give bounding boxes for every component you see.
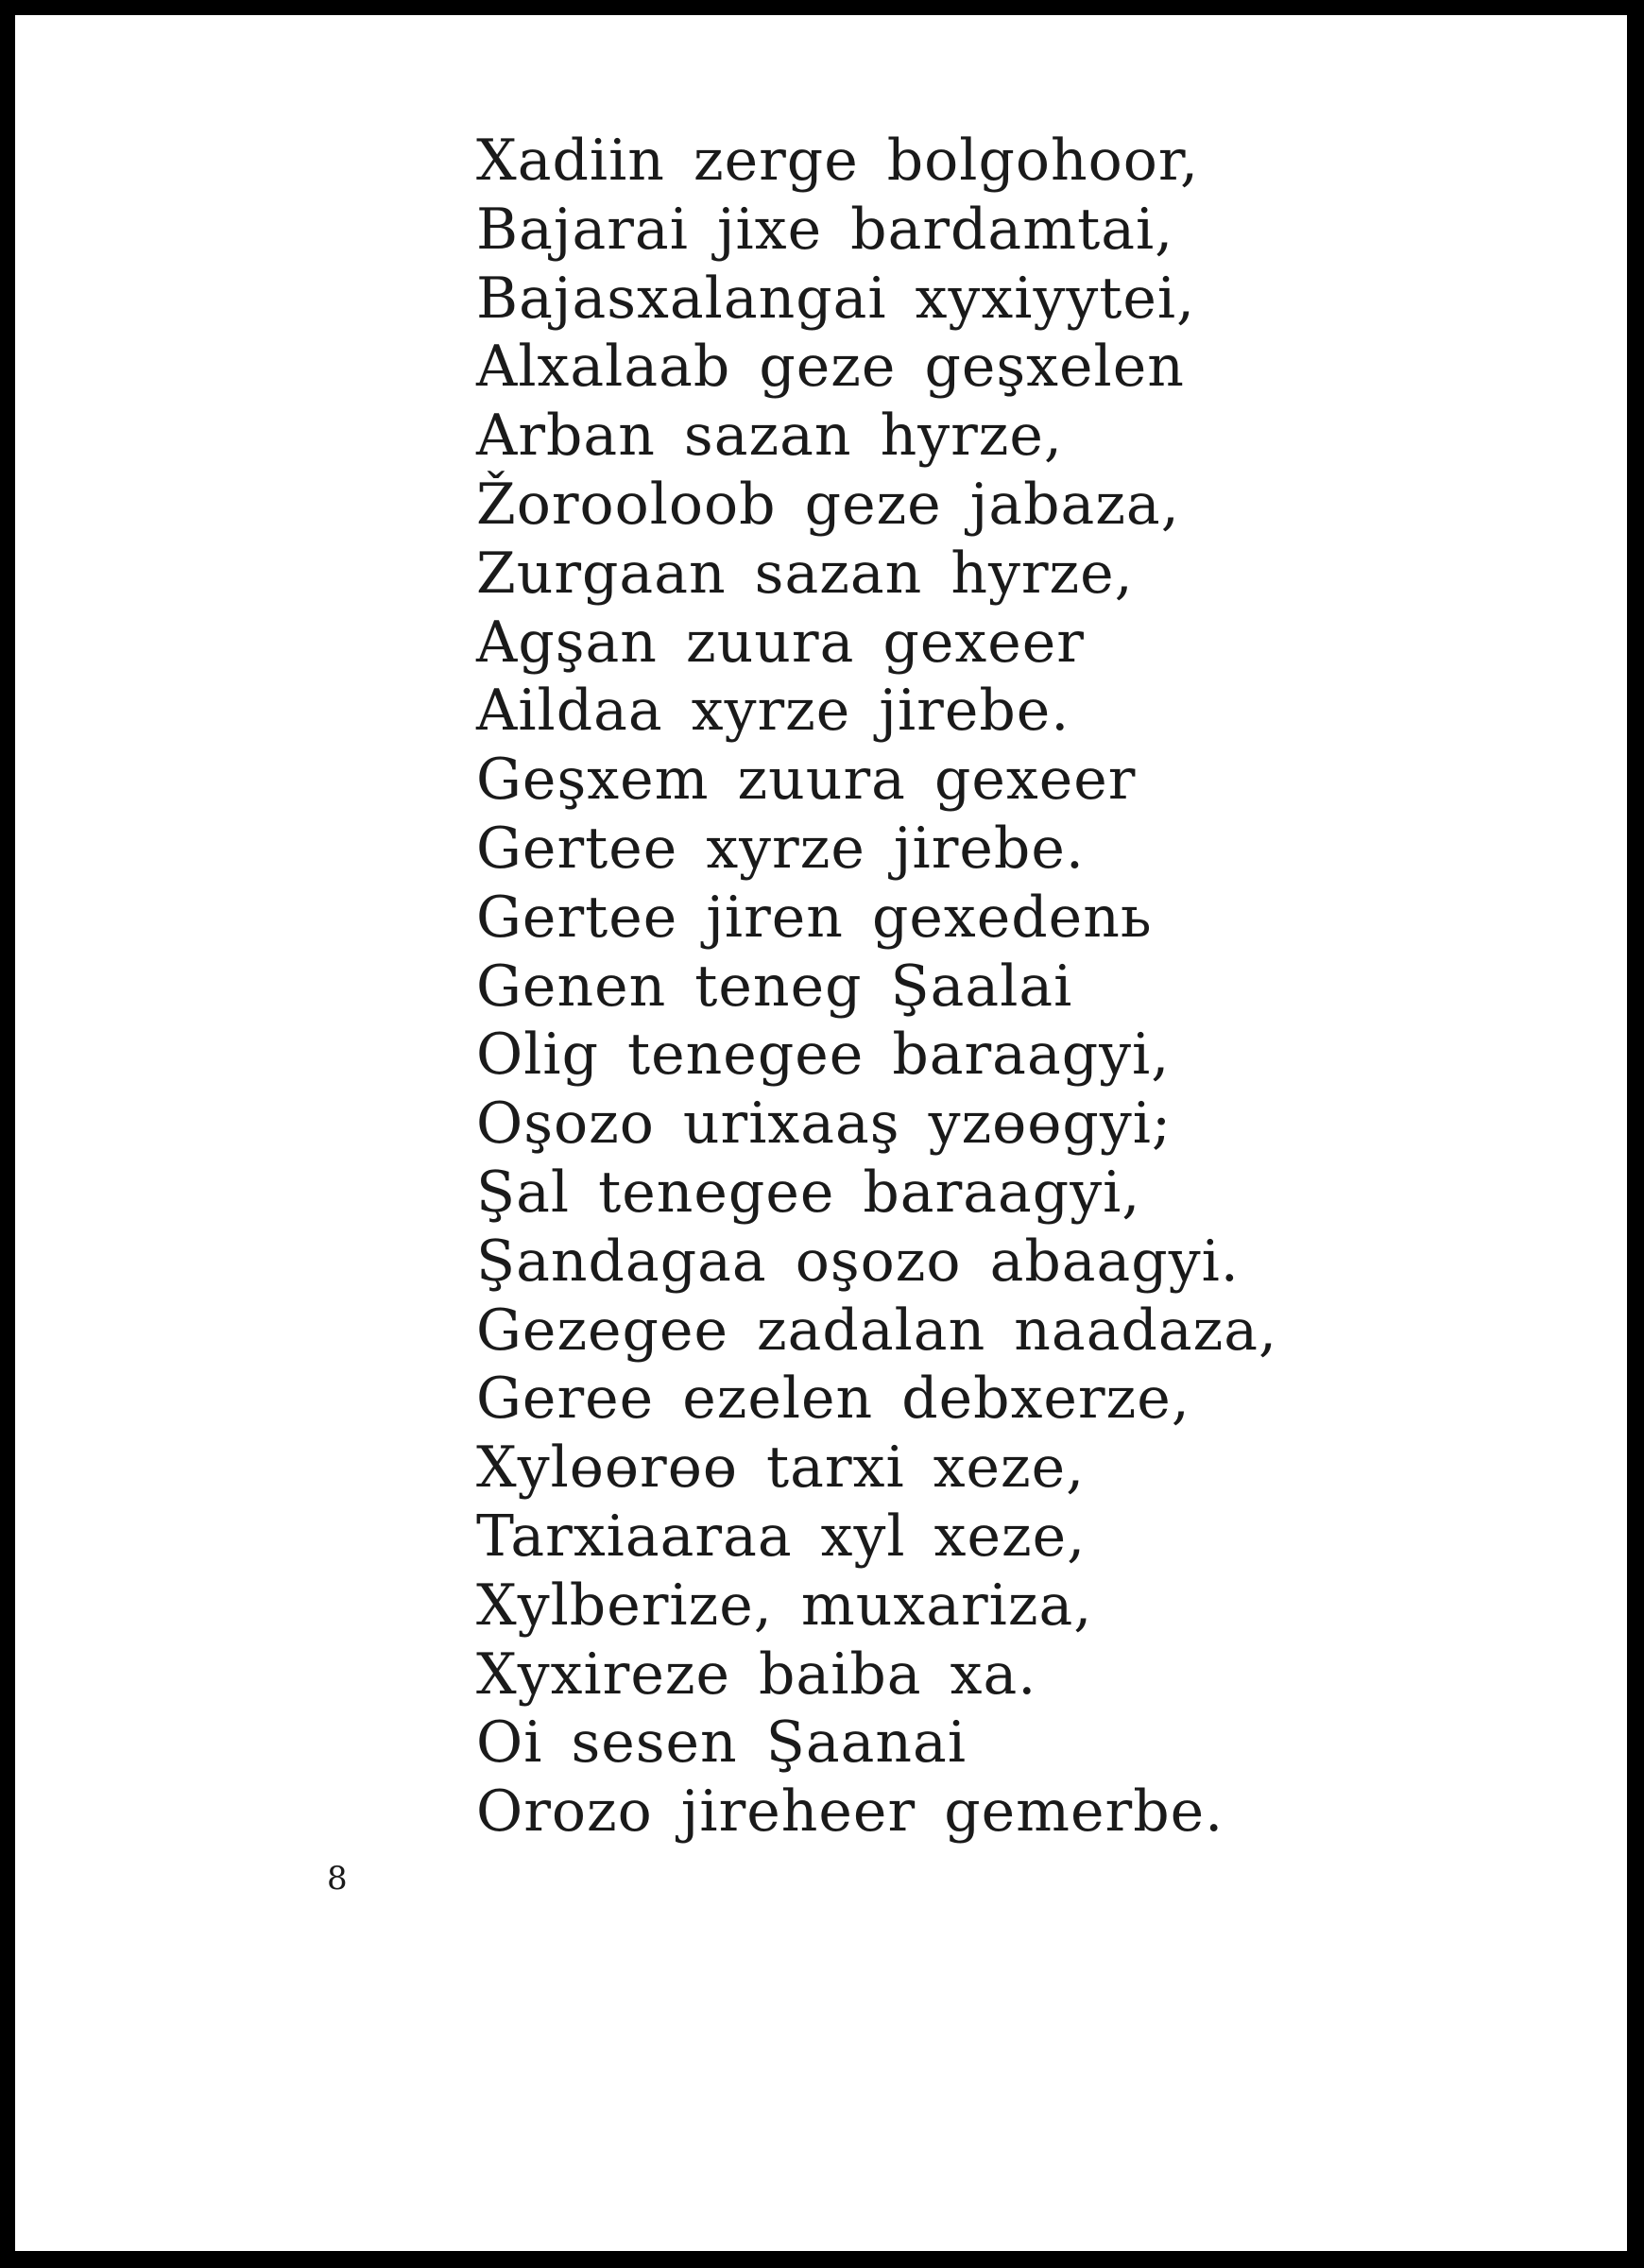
poem-line: Zurgaan sazan hyrze, <box>476 540 1134 607</box>
poem-line: Arban sazan hyrze, <box>476 403 1063 470</box>
poem-line: Gertee xyrze jirebe. <box>476 815 1085 882</box>
poem-line: Bajarai jixe bardamtai, <box>476 196 1174 263</box>
poem-line: Oi sesen Şaanai <box>476 1710 968 1777</box>
poem-line: Agşan zuura gexeer <box>476 609 1085 676</box>
poem-line: Alxalaab geze geşxelen <box>476 334 1185 401</box>
poem-line: Bajasxalangai xyxiyytei, <box>476 265 1196 332</box>
poem-line: Xylberize, muxariza, <box>476 1572 1093 1639</box>
poem-line: Şal tenegee baraagyi, <box>476 1159 1141 1226</box>
page-number: 8 <box>327 1860 348 1898</box>
poem-line: Xadiin zerge bolgohoor, <box>476 128 1200 194</box>
poem-line: Genen teneg Şaalai <box>476 953 1073 1020</box>
poem-line: Gertee jiren gexedenь <box>476 884 1153 951</box>
document-page <box>15 15 1627 2251</box>
poem-line: Şandagaa oşozo abaagyi. <box>476 1228 1240 1295</box>
poem-line: Xylөөrөө tarxi xeze, <box>476 1435 1086 1502</box>
poem-line: Geree ezelen debxerze, <box>476 1366 1190 1433</box>
poem-line: Gezegee zadalan naadaza, <box>476 1297 1278 1364</box>
poem-line: Xyxireze baiba xa. <box>476 1641 1037 1708</box>
poem-line: Oşozo urixaaş yzөөgyi; <box>476 1091 1173 1158</box>
poem-line: Žorooloob geze jabaza, <box>476 471 1180 538</box>
poem-line: Orozo jireheer gemerbe. <box>476 1778 1224 1846</box>
poem-text <box>476 127 1277 1847</box>
poem-line: Olig tenegee baraagyi, <box>476 1022 1171 1089</box>
poem-line: Aildaa xyrze jirebe. <box>476 678 1070 745</box>
poem-line: Geşxem zuura gexeer <box>476 747 1137 814</box>
poem-line: Tarxiaaraa xyl xeze, <box>476 1503 1087 1570</box>
